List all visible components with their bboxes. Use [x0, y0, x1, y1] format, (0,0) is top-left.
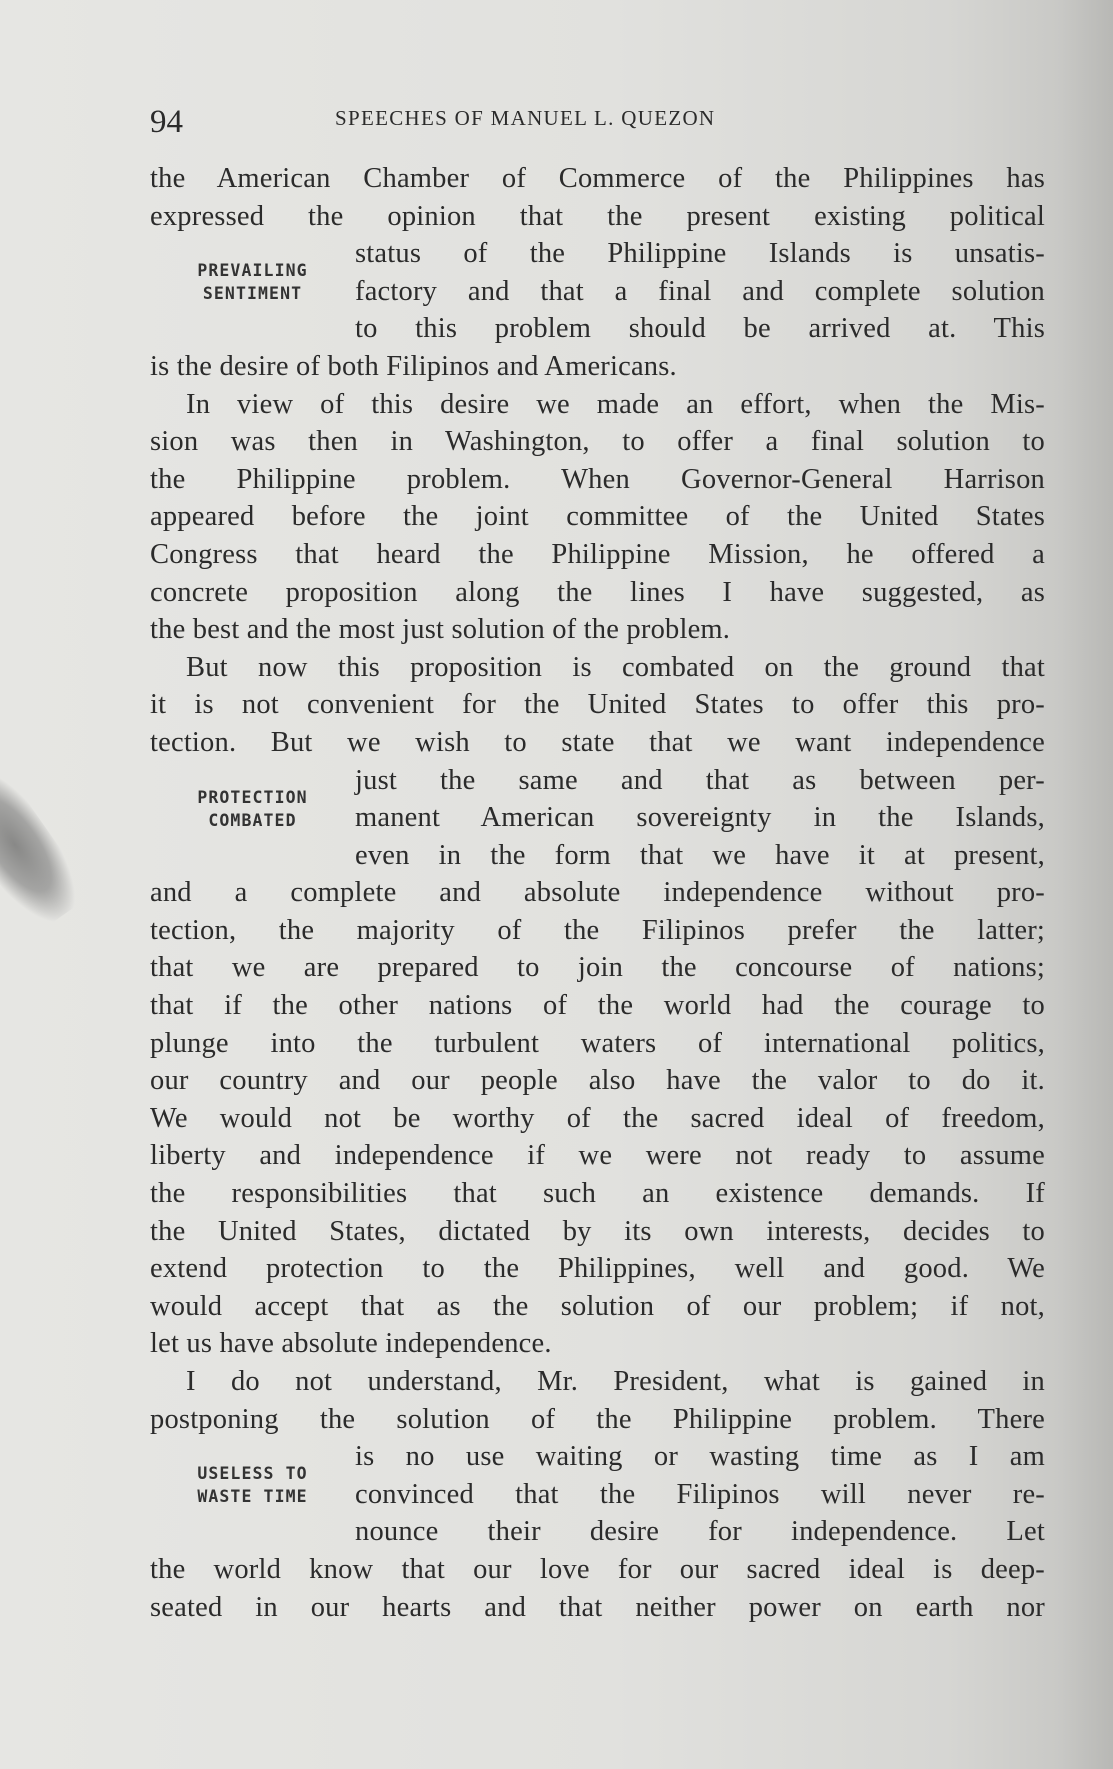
side-note-line: WASTE TIME: [197, 1487, 308, 1507]
text-line: status of the Philippine Islands is unsatis-: [355, 238, 1045, 270]
text-line: is the desire of both Filipinos and Americans.: [150, 350, 677, 382]
text-line: plunge into the turbulent waters of international politics,: [150, 1027, 1045, 1059]
wrapped-lines: [355, 762, 1045, 875]
paragraph-3: [150, 649, 1045, 1363]
text-line: We would not be worthy of the sacred ideal of freedom,: [150, 1102, 1045, 1134]
text-line: Congress that heard the Philippine Mission, he offered a: [150, 538, 1045, 570]
text-line: I do not understand, Mr. President, what is gained in: [186, 1366, 1045, 1397]
text-line: the world know that our love for our sacred ideal is deep-: [150, 1553, 1045, 1585]
text-line: to this problem should be arrived at. This: [355, 313, 1045, 345]
side-note-useless-to-waste-time: [150, 1438, 355, 1508]
text-line: the best and the most just solution of the problem.: [150, 614, 731, 646]
text-line: even in the form that we have it at present,: [355, 839, 1045, 871]
side-note-prevailing-sentiment: [150, 235, 355, 305]
side-note-line: PREVAILING: [197, 261, 308, 281]
side-note-line: SENTIMENT: [202, 284, 303, 304]
text-line: sion was then in Washington, to offer a final solution to: [150, 426, 1045, 458]
text-line: and a complete and absolute independence without pro-: [150, 877, 1045, 909]
text-line: nounce their desire for independence. Let: [355, 1516, 1045, 1548]
paragraph-1: [150, 160, 1045, 386]
text-line: convinced that the Filipinos will never re-: [355, 1478, 1045, 1510]
text-line: would accept that as the solution of our problem; if not,: [150, 1290, 1045, 1322]
side-note-line: PROTECTION: [197, 787, 308, 807]
text-line: that we are prepared to join the concourse of nations;: [150, 952, 1045, 984]
text-line: extend protection to the Philippines, well and good. We: [150, 1253, 1045, 1285]
wrapped-lines: [355, 235, 1045, 348]
text-line: manent American sovereignty in the Islands,: [355, 802, 1045, 834]
text-line: the United States, dictated by its own interests, decides to: [150, 1215, 1045, 1247]
scan-shadow: [0, 755, 92, 934]
text-line: expressed the opinion that the present existing political: [150, 200, 1045, 232]
side-note-wrap: [150, 762, 1045, 875]
paragraph-4: [150, 1363, 1045, 1626]
text-line: appeared before the joint committee of the United States: [150, 501, 1045, 533]
side-note-wrap: [150, 1438, 1045, 1551]
text-line: the Philippine problem. When Governor-General Harrison: [150, 463, 1045, 495]
page-number: 94: [150, 104, 183, 140]
paragraph-2: [150, 386, 1045, 649]
text-line: concrete proposition along the lines I have suggested, as: [150, 576, 1045, 608]
text-line: our country and our people also have the valor to do it.: [150, 1065, 1045, 1097]
text-line: it is not convenient for the United States to offer this pro-: [150, 689, 1045, 721]
text-line: In view of this desire we made an effort, when the Mis-: [186, 388, 1045, 420]
running-title: SPEECHES OF MANUEL L. QUEZON: [335, 106, 716, 130]
text-line: that if the other nations of the world had the courage to: [150, 990, 1045, 1022]
text-line: the responsibilities that such an existence demands. If: [150, 1178, 1045, 1210]
text-line: factory and that a final and complete solution: [355, 275, 1045, 307]
text-line: let us have absolute independence.: [150, 1328, 552, 1360]
text-line: tection, the majority of the Filipinos prefer the latter;: [150, 914, 1045, 946]
text-line: tection. But we wish to state that we want independence: [150, 726, 1045, 758]
text-line: But now this proposition is combated on the ground that: [186, 651, 1045, 683]
text-line: the American Chamber of Commerce of the Philippines has: [150, 163, 1045, 194]
text-line: is no use waiting or wasting time as I am: [355, 1441, 1045, 1473]
side-note-wrap: [150, 235, 1045, 348]
running-head: [150, 98, 1045, 144]
text-line: just the same and that as between per-: [355, 764, 1045, 796]
text-line: seated in our hearts and that neither power on earth nor: [150, 1591, 1045, 1623]
text-line: liberty and independence if we were not ready to assume: [150, 1140, 1045, 1172]
side-note-line: USELESS TO: [197, 1464, 308, 1484]
side-note-line: COMBATED: [208, 810, 297, 830]
side-note-protection-combated: [150, 762, 355, 832]
body-text: [150, 160, 1045, 1626]
text-line: postponing the solution of the Philippine problem. There: [150, 1403, 1045, 1435]
wrapped-lines: [355, 1438, 1045, 1551]
